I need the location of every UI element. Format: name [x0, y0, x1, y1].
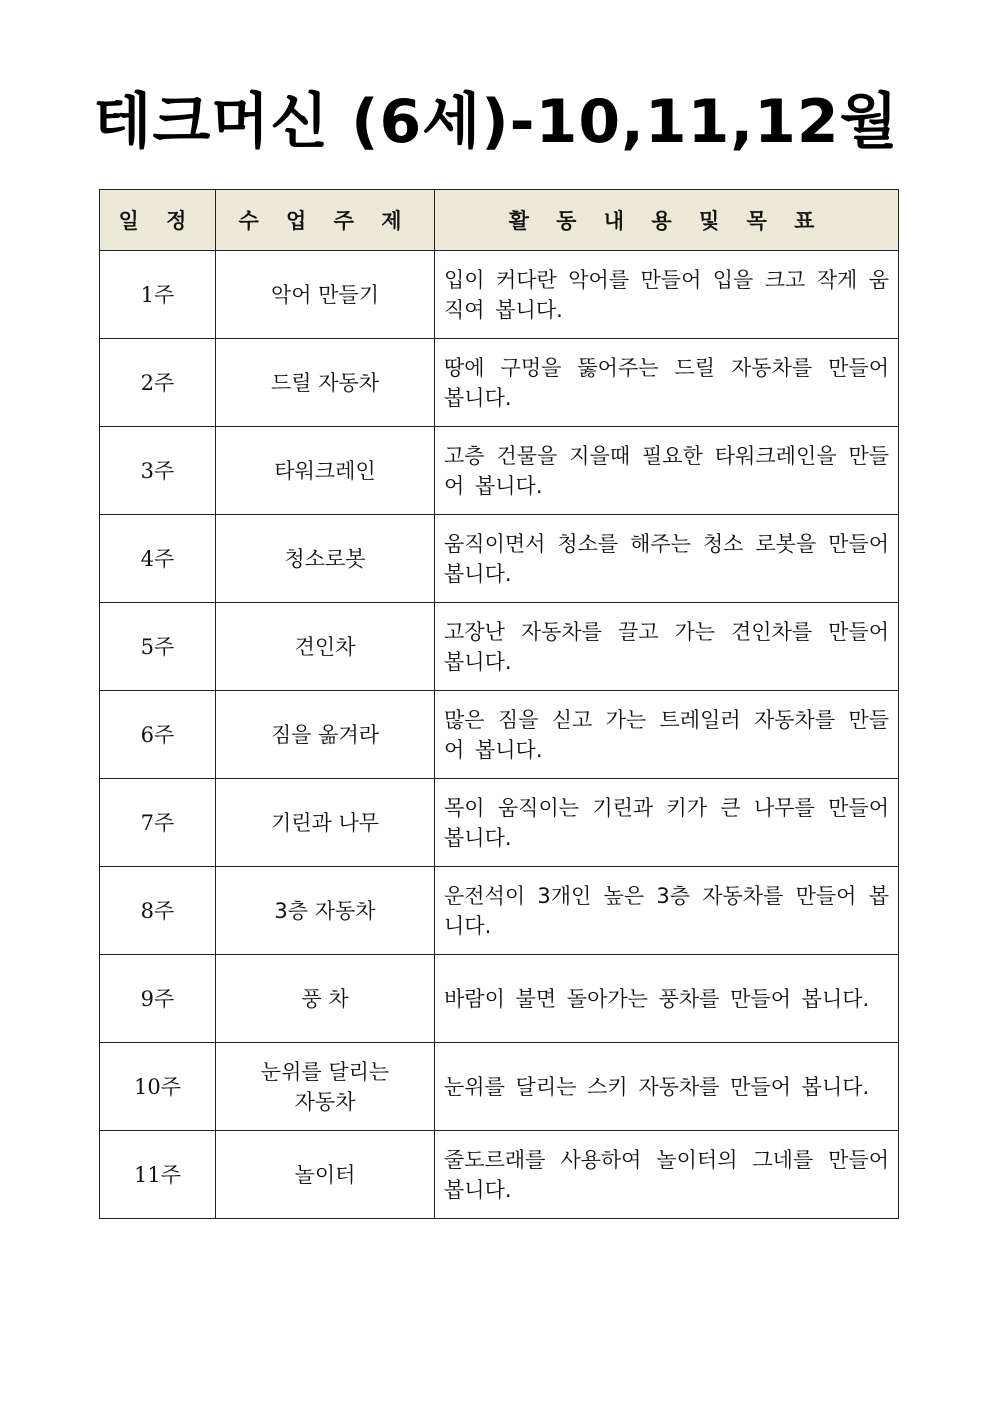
schedule-table [99, 189, 899, 1219]
topic-cell [216, 427, 435, 515]
topic-label: 청소로봇 [284, 546, 366, 571]
topic-label: 견인차 [294, 634, 356, 659]
week-cell: 5주 [100, 603, 216, 691]
table-row [100, 339, 899, 427]
description-cell: 움직이면서 청소를 해주는 청소 로봇을 만들어 봅니다. [435, 515, 899, 603]
topic-cell [216, 1131, 435, 1219]
week-cell: 11주 [100, 1131, 216, 1219]
week-cell: 1주 [100, 251, 216, 339]
table-row [100, 867, 899, 955]
week-cell: 10주 [100, 1043, 216, 1131]
week-cell: 2주 [100, 339, 216, 427]
topic-label: 3층 자동차 [274, 898, 376, 923]
table-row [100, 955, 899, 1043]
table-row [100, 515, 899, 603]
description-cell: 땅에 구멍을 뚫어주는 드릴 자동차를 만들어 봅니다. [435, 339, 899, 427]
description-cell: 많은 짐을 싣고 가는 트레일러 자동차를 만들어 봅니다. [435, 691, 899, 779]
table-row [100, 1043, 899, 1131]
topic-label: 짐을 옮겨라 [270, 722, 380, 747]
week-cell: 9주 [100, 955, 216, 1043]
header-activity: 활 동 내 용 및 목 표 [435, 190, 899, 251]
topic-label: 풍 차 [301, 986, 349, 1011]
topic-cell [216, 603, 435, 691]
header-schedule: 일 정 [100, 190, 216, 251]
table-row [100, 691, 899, 779]
table-row [100, 779, 899, 867]
week-cell: 8주 [100, 867, 216, 955]
topic-label: 타워크레인 [274, 458, 376, 483]
description-cell: 목이 움직이는 기린과 키가 큰 나무를 만들어 봅니다. [435, 779, 899, 867]
week-cell: 3주 [100, 427, 216, 515]
week-cell: 6주 [100, 691, 216, 779]
description-cell: 줄도르래를 사용하여 놀이터의 그네를 만들어 봅니다. [435, 1131, 899, 1219]
topic-cell [216, 955, 435, 1043]
topic-label: 놀이터 [294, 1162, 356, 1187]
description-cell: 고장난 자동차를 끌고 가는 견인차를 만들어 봅니다. [435, 603, 899, 691]
topic-label: 기린과 나무 [270, 810, 380, 835]
topic-label: 드릴 자동차 [270, 370, 380, 395]
topic-cell [216, 867, 435, 955]
description-cell: 눈위를 달리는 스키 자동차를 만들어 봅니다. [435, 1043, 899, 1131]
table-row [100, 1131, 899, 1219]
week-cell: 7주 [100, 779, 216, 867]
description-cell: 바람이 불면 돌아가는 풍차를 만들어 봅니다. [435, 955, 899, 1043]
description-cell: 고층 건물을 지을때 필요한 타워크레인을 만들어 봅니다. [435, 427, 899, 515]
header-topic: 수 업 주 제 [216, 190, 435, 251]
document-title: 테크머신 (6세)-10,11,12월 [93, 87, 899, 157]
topic-label: 악어 만들기 [270, 282, 380, 307]
topic-label: 눈위를 달리는 자동차 [260, 1059, 390, 1114]
topic-cell [216, 1043, 435, 1131]
table-row [100, 603, 899, 691]
table-row [100, 251, 899, 339]
description-cell: 운전석이 3개인 높은 3층 자동차를 만들어 봅니다. [435, 867, 899, 955]
table-header-row [100, 190, 899, 251]
topic-cell [216, 339, 435, 427]
table-row [100, 427, 899, 515]
topic-cell [216, 779, 435, 867]
topic-cell [216, 515, 435, 603]
description-cell: 입이 커다란 악어를 만들어 입을 크고 작게 움직여 봅니다. [435, 251, 899, 339]
topic-cell [216, 691, 435, 779]
week-cell: 4주 [100, 515, 216, 603]
topic-cell [216, 251, 435, 339]
